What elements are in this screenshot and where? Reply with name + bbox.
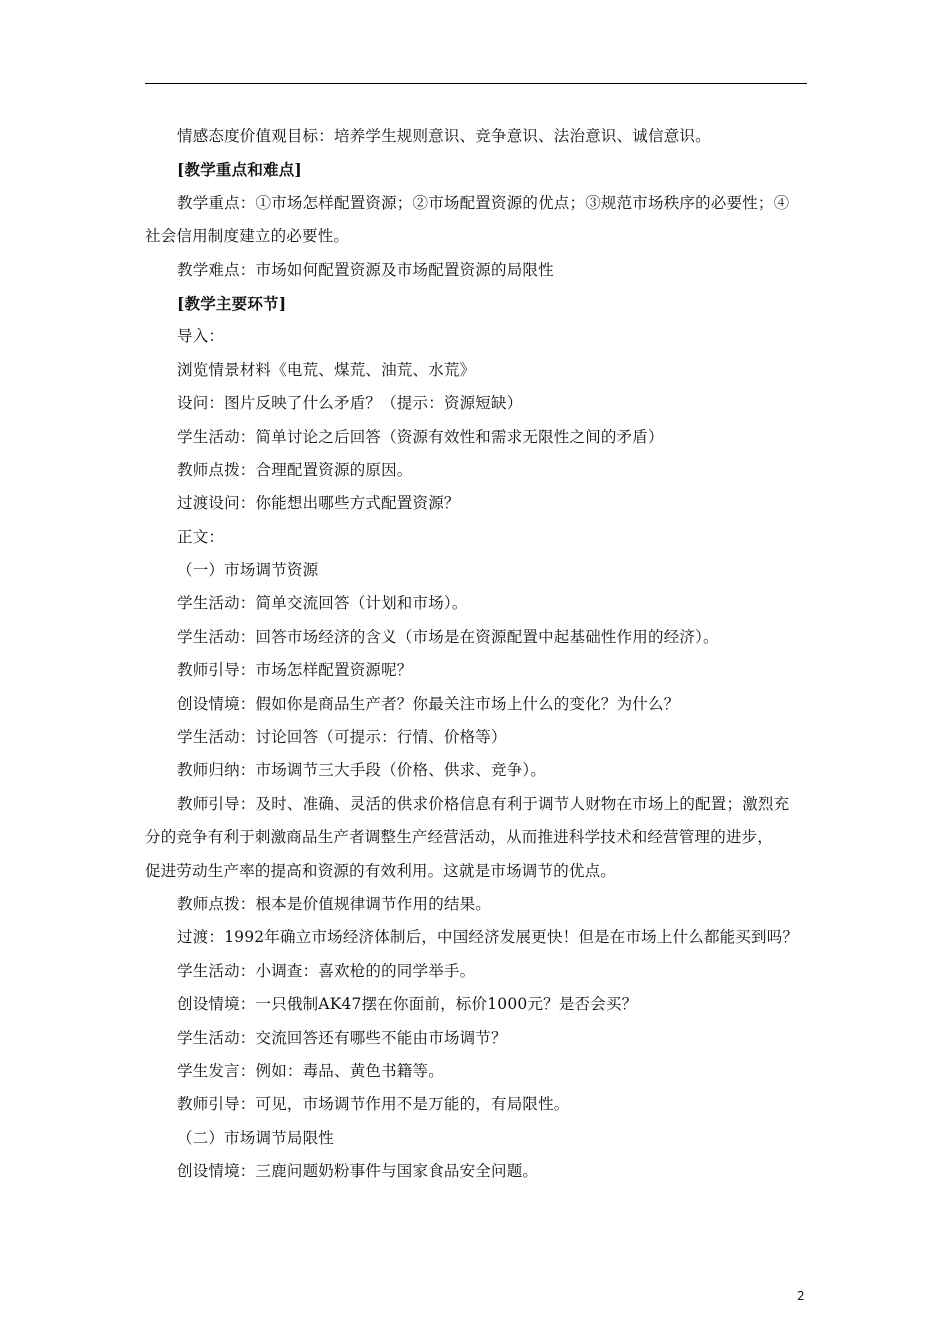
text-line: 情感态度价值观目标：培养学生规则意识、竞争意识、法治意识、诚信意识。 <box>177 127 711 145</box>
text-line: 教师引导：及时、准确、灵活的供求价格信息有利于调节人财物在市场上的配置；激烈充 <box>177 794 790 813</box>
text-line: 学生活动：简单交流回答（计划和市场）。 <box>177 594 468 613</box>
text-line: 学生活动：交流回答还有哪些不能由市场调节？ <box>177 1028 507 1047</box>
text-line: 学生活动：简单讨论之后回答（资源有效性和需求无限性之间的矛盾） <box>177 427 664 446</box>
document-body <box>145 120 813 1189</box>
text-line: 浏览情景材料《电荒、煤荒、油荒、水荒》 <box>177 360 476 379</box>
text-line: 导入： <box>177 327 225 346</box>
text-line: 教学难点：市场如何配置资源及市场配置资源的局限性 <box>177 260 554 279</box>
page-number: 2 <box>797 1289 805 1303</box>
text-line: 教师归纳：市场调节三大手段（价格、供求、竞争）。 <box>177 761 547 780</box>
text-line: 学生活动：小调查：喜欢枪的的同学举手。 <box>177 961 476 980</box>
text-line: 创设情境：一只俄制AK47摆在你面前，标价1000元？是否会买？ <box>177 995 638 1014</box>
text-line: 学生发言：例如：毒品、黄色书籍等。 <box>177 1061 444 1080</box>
text-line: 教师引导：可见，市场调节作用不是万能的，有局限性。 <box>177 1095 570 1114</box>
text-line: 学生活动：讨论回答（可提示：行情、价格等） <box>177 728 507 747</box>
section-heading: [教学重点和难点] <box>177 160 302 180</box>
text-line: 创设情境：假如你是商品生产者？你最关注市场上什么的变化？为什么？ <box>177 694 680 713</box>
section-heading: [教学主要环节] <box>177 293 287 313</box>
text-line: 创设情境：三鹿问题奶粉事件与国家食品安全问题。 <box>177 1162 539 1181</box>
text-line: 教师点拨：根本是价值规律调节作用的结果。 <box>177 894 492 913</box>
header-rule <box>145 83 807 84</box>
text-line: （二）市场调节局限性 <box>177 1128 335 1147</box>
text-line: 分的竞争有利于刺激商品生产者调整生产经营活动，从而推进科学技术和经营管理的进步， <box>145 828 774 847</box>
text-line: 教师引导：市场怎样配置资源呢？ <box>177 661 413 680</box>
text-line: 促进劳动生产率的提高和资源的有效利用。这就是市场调节的优点。 <box>145 861 617 880</box>
text-line: 正文： <box>177 527 225 546</box>
text-line: 教学重点：①市场怎样配置资源；②市场配置资源的优点；③规范市场秩序的必要性；④ <box>177 193 790 212</box>
text-line: 学生活动：回答市场经济的含义（市场是在资源配置中起基础性作用的经济）。 <box>177 627 719 646</box>
text-line: 设问：图片反映了什么矛盾？（提示：资源短缺） <box>177 394 523 413</box>
text-line: 过渡设问：你能想出哪些方式配置资源？ <box>177 494 460 513</box>
text-line: （一）市场调节资源 <box>177 561 319 580</box>
text-line: 教师点拨：合理配置资源的原因。 <box>177 460 413 479</box>
text-line: 过渡：1992年确立市场经济体制后，中国经济发展更快！但是在市场上什么都能买到吗？ <box>177 928 799 947</box>
text-line: 社会信用制度建立的必要性。 <box>145 227 350 246</box>
